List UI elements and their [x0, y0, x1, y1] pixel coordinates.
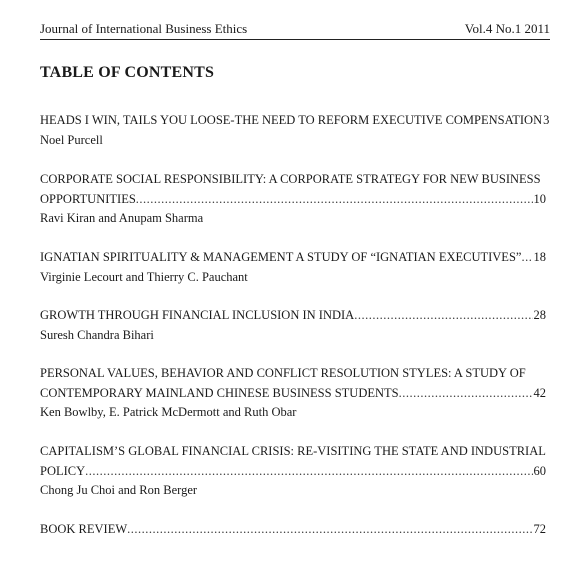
toc-entry-title-line	[40, 364, 546, 384]
toc-entry-title-line	[40, 462, 546, 482]
dot-leader	[354, 306, 532, 326]
toc-entry-title-line	[40, 190, 546, 210]
page-number: 10	[533, 191, 546, 206]
toc-entry[interactable]	[40, 306, 546, 345]
toc-entry-title: PERSONAL VALUES, BEHAVIOR AND CONFLICT RESOLUTION STYLES: A STUDY OF	[40, 366, 526, 380]
toc-entry-title: CAPITALISM’S GLOBAL FINANCIAL CRISIS: RE-VISITING THE STATE AND INDUSTRIAL	[40, 444, 546, 458]
toc-entry-title-continued: OPPORTUNITIES	[40, 191, 136, 206]
dot-leader	[127, 520, 532, 540]
toc-entry-title: BOOK REVIEW	[40, 522, 128, 536]
toc-entry-title: HEADS I WIN, TAILS YOU LOOSE-THE NEED TO REFORM EXECUTIVE COMPENSATION	[40, 113, 543, 127]
toc-entry-authors: Suresh Chandra Bihari	[40, 327, 154, 342]
toc-entry-authors: Virginie Lecourt and Thierry C. Pauchant	[40, 269, 248, 284]
toc-entry-title-line	[40, 170, 546, 190]
toc-entry-authors: Ravi Kiran and Anupam Sharma	[40, 211, 204, 225]
toc-entry-title-continued: CONTEMPORARY MAINLAND CHINESE BUSINESS STUDENTS	[40, 385, 399, 400]
volume-issue: Vol.4 No.1 2011	[464, 21, 550, 36]
page-number: 3	[543, 113, 550, 127]
page-number: 42	[533, 385, 546, 400]
running-header	[40, 20, 550, 40]
toc-entry-title-line	[40, 306, 546, 326]
toc-entry-title-line	[40, 248, 546, 268]
toc-entry-authors: Chong Ju Choi and Ron Berger	[40, 483, 198, 497]
toc-entry-title-line	[40, 442, 546, 462]
page-number: 28	[533, 308, 546, 322]
toc-entry[interactable]	[40, 520, 546, 540]
toc-entry[interactable]	[40, 442, 546, 501]
page-number: 60	[533, 463, 546, 478]
dot-leader	[136, 190, 533, 210]
toc-entry[interactable]	[40, 170, 546, 229]
toc-entry-title: CORPORATE SOCIAL RESPONSIBILITY: A CORPORATE STRATEGY FOR NEW BUSINESS	[40, 172, 541, 186]
toc-entry-title: IGNATIAN SPIRITUALITY & MANAGEMENT A STUDY OF “IGNATIAN EXECUTIVES”	[40, 250, 522, 264]
toc-entry-title-line	[40, 111, 550, 131]
journal-name: Journal of International Business Ethics	[40, 21, 248, 36]
toc-entry[interactable]	[40, 248, 546, 287]
toc-entry-title-line	[40, 384, 546, 404]
page-number: 18	[533, 250, 546, 264]
page-number: 72	[533, 522, 546, 536]
toc-entry-title-continued: POLICY	[40, 463, 86, 478]
toc-heading: TABLE OF CONTENTS	[40, 64, 215, 81]
dot-leader	[399, 384, 533, 404]
dot-leader	[521, 248, 532, 268]
toc-entry-authors: Ken Bowlby, E. Patrick McDermott and Ruth Obar	[40, 405, 297, 419]
toc-entry-authors: Noel Purcell	[40, 132, 103, 147]
toc-entry-title-line	[40, 520, 546, 540]
dot-leader	[85, 462, 532, 482]
toc-entry[interactable]	[40, 364, 546, 423]
toc-entry[interactable]	[40, 111, 550, 150]
toc-entry-title: GROWTH THROUGH FINANCIAL INCLUSION IN INDIA	[40, 308, 355, 322]
